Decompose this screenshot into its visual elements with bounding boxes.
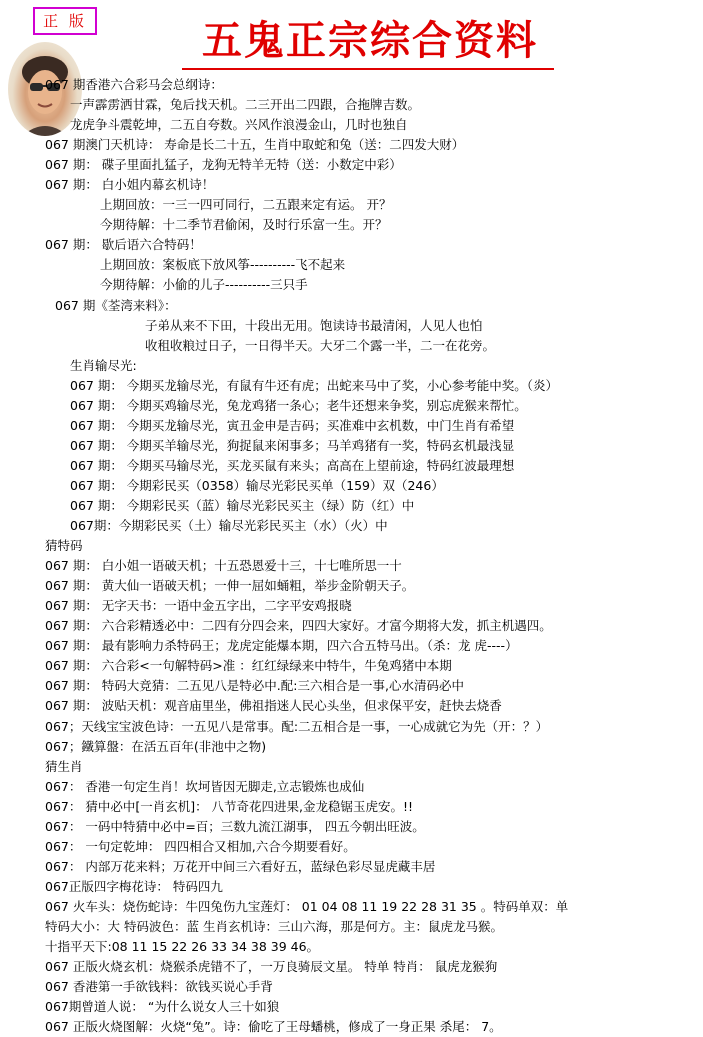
text-line: 067： 一码中特猜中必中=百；三数九流江湖事， 四五今朝出旺波。: [45, 818, 425, 834]
text-line: 067 期： 最有影响力杀特码王；龙虎定能爆本期，四六合五特马出。（杀：龙 虎----）: [45, 638, 518, 654]
text-line: 067 正版火烧玄机：烧猴杀虎错不了，一万良骑辰文星。 特单 特肖： 鼠虎龙猴狗: [45, 959, 498, 975]
text-line: 067 期： 今期买马输尽光，买龙买鼠有来头；高高在上望前途，特码红波最理想: [70, 457, 515, 473]
text-line: 067 期： 今期买羊输尽光，狗捉鼠来闲事多；马羊鸡猪有一奖，特码玄机最浅显: [70, 437, 515, 453]
text-line: 067；天线宝宝波色诗：一五见八是常事。配:二五相合是一事，一心成就它为先（开：？）: [45, 718, 549, 734]
text-line: 067 期： 六合彩精透必中：二四有分四会来，四四大家好。才富今期将大发，抓主机遇四。: [45, 618, 552, 634]
text-line: 子弟从来不下田，十段出无用。饱读诗书最清闲，人见人也怕: [145, 317, 483, 333]
text-line: 067期：今期彩民买（土）输尽光彩民买主（水）（火）中: [70, 518, 388, 534]
text-line: 猜特码: [45, 538, 83, 554]
text-line: 067： 一句定乾坤： 四四相合又相加,六合今期要看好。: [45, 838, 356, 854]
text-line: 067 期《荃湾来料》：: [55, 297, 177, 313]
text-line: 今期待解：小偷的儿子----------三只手: [100, 277, 308, 293]
text-line: 067 期： 黄大仙一语破天机；一伸一屈如蛹粗，举步金阶朝天子。: [45, 578, 415, 594]
text-line: 067 期： 白小姐一语破天机；十五恐恩爱十三，十七唯所思一十: [45, 558, 402, 574]
content-body: [0, 75, 703, 1037]
text-line: 067 期： 波贴天机：观音庙里坐，佛祖指迷人民心头坐，但求保平安，赶快去烧香: [45, 698, 502, 714]
text-line: 067： 香港一句定生肖！坎坷皆因无脚走,立志锻炼也成仙: [45, 778, 365, 794]
text-line: 一声霹雳洒甘霖，兔后找天机。二三开出二四跟，合拖牌吉数。: [70, 97, 421, 113]
text-line: 十指平天下:08 11 15 22 26 33 34 38 39 46。: [45, 939, 320, 955]
text-line: 067期曾道人说： “为什么说女人三十如狼: [45, 999, 280, 1015]
text-line: 067 期： 今期买鸡输尽光，兔龙鸡猪一条心；老牛还想来争奖，别忘虎猴来帮忙。: [70, 397, 527, 413]
text-line: 生肖输尽光:: [70, 357, 137, 373]
text-line: 067 期： 歇后语六合特码！: [45, 237, 202, 253]
text-line: 067： 内部万花来料；万花开中间三六看好五，蓝绿色彩尽显虎藏丰居: [45, 858, 436, 874]
text-line: 067 期： 今期买龙输尽光，寅丑金申是吉码；买准难中玄机数，中门生肖有希望: [70, 417, 515, 433]
text-line: 067 期： 六合彩<一句解特码>准 ：红红绿绿来中特牛，牛兔鸡猪中本期: [45, 658, 452, 674]
text-line: 067 期： 特码大竞猜：二五见八是特必中.配:三六相合是一事,心水清码必中: [45, 678, 464, 694]
text-line: 收租收粮过日子，一日得半天。大牙二个露一半，二一在花旁。: [145, 337, 496, 353]
text-line: 猜生肖: [45, 758, 83, 774]
text-line: 067 期： 今期买龙输尽光，有鼠有牛还有虎；出蛇来马中了奖，小心参考能中奖。（炎）: [70, 377, 559, 393]
text-line: 067 香港第一手欲钱料：欲钱买说心手背: [45, 979, 273, 995]
text-line: 067 期： 白小姐内幕玄机诗！: [45, 177, 215, 193]
text-line: 067正版四字梅花诗： 特码四九: [45, 878, 223, 894]
text-line: 龙虎争斗震乾坤，二五自夸数。兴风作浪漫金山，几时也独自: [70, 117, 408, 133]
text-line: 067： 猜中必中[一肖玄机]： 八节奇花四进果,金龙稳锯玉虎安。!!: [45, 798, 414, 814]
page-title: 五鬼正宗综合资料: [202, 17, 538, 64]
text-line: 上期回放：一三一四可同行，二五跟来定有运。 开？: [100, 197, 392, 213]
text-line: 今期待解：十二季节君偷闲，及时行乐富一生。开？: [100, 217, 388, 233]
edition-badge: 正 版: [33, 7, 97, 35]
text-line: 067 期澳门天机诗： 寿命是长二十五，生肖中取蛇和兔（送：二四发大财）: [45, 137, 465, 153]
text-line: 特码大小：大 特码波色：蓝 生肖玄机诗：三山六海，那是何方。主：鼠虎龙马猴。: [45, 918, 503, 934]
title-underline: [182, 68, 554, 70]
text-line: 067 火车头：烧伤蛇诗：牛四兔伤九宝莲灯： 01 04 08 11 19 22 28 31 35 。特码单双：单: [45, 898, 569, 914]
text-line: 067 期： 碟子里面扎猛子，龙狗无特羊无特（送：小数定中彩）: [45, 157, 402, 173]
text-line: 067 期： 今期彩民买（0358）输尽光彩民买单（159）双（246）: [70, 477, 444, 493]
text-line: 067 期： 无字天书：一语中金五字出，二字平安鸡报晓: [45, 598, 352, 614]
text-line: 067 正版火烧图解：火烧“兔”。诗：偷吃了王母蟠桃，修成了一身正果 杀尾： 7。: [45, 1019, 502, 1035]
text-line: 067 期香港六合彩马会总纲诗：: [45, 77, 223, 92]
text-line: 上期回放：案板底下放风筝----------飞不起来: [100, 257, 346, 273]
text-line: 067；鐵算盤：在活五百年(非池中之物): [45, 738, 267, 754]
text-line: 067 期： 今期彩民买（蓝）输尽光彩民买主（绿）防（红）中: [70, 497, 415, 513]
